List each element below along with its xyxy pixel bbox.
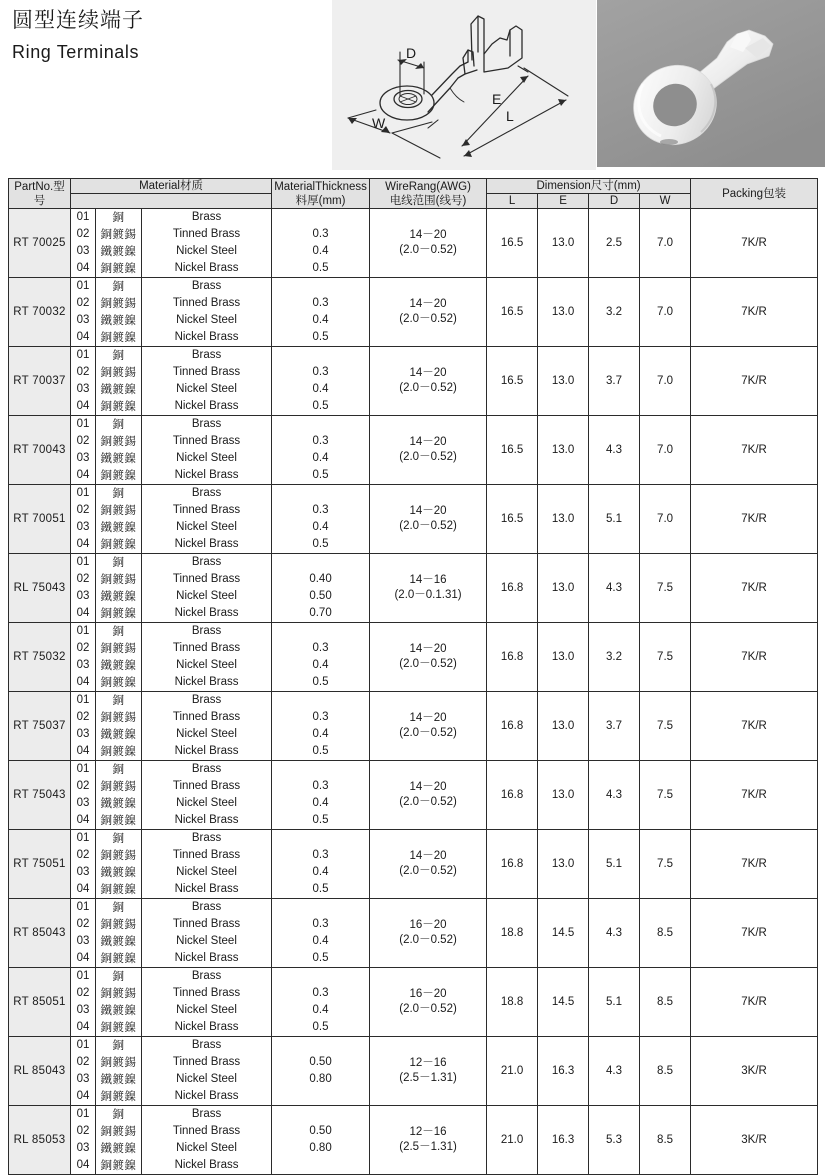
cell-thickness: 0.3 0.4 0.5 xyxy=(272,347,370,416)
specification-table-wrapper xyxy=(8,178,817,1175)
cell-material-codes: 01 02 03 04 xyxy=(71,968,96,1037)
cell-dim-w: 8.5 xyxy=(640,899,691,968)
cell-dim-w: 7.5 xyxy=(640,761,691,830)
cell-wire-range: 14－20 (2.0－0.52) xyxy=(370,347,487,416)
cell-material-english: Brass Tinned Brass Nickel Steel Nickel Brass xyxy=(142,623,272,692)
table-head xyxy=(9,179,818,209)
cell-material-english: Brass Tinned Brass Nickel Steel Nickel Brass xyxy=(142,1037,272,1106)
cell-dim-l: 21.0 xyxy=(487,1106,538,1175)
cell-dim-e: 14.5 xyxy=(538,899,589,968)
cell-material-codes: 01 02 03 04 xyxy=(71,416,96,485)
cell-material-english: Brass Tinned Brass Nickel Steel Nickel Brass xyxy=(142,692,272,761)
cell-material-chinese: 銅 銅鍍錫 鐵鍍鎳 銅鍍鎳 xyxy=(96,416,142,485)
cell-dim-l: 16.5 xyxy=(487,209,538,278)
cell-dim-w: 7.5 xyxy=(640,830,691,899)
cell-dim-e: 13.0 xyxy=(538,554,589,623)
cell-dim-w: 7.5 xyxy=(640,554,691,623)
cell-thickness: 0.3 0.4 0.5 xyxy=(272,623,370,692)
cell-material-english: Brass Tinned Brass Nickel Steel Nickel Brass xyxy=(142,830,272,899)
cell-material-chinese: 銅 銅鍍錫 鐵鍍鎳 銅鍍鎳 xyxy=(96,485,142,554)
cell-wire-range: 14－20 (2.0－0.52) xyxy=(370,278,487,347)
cell-packing: 7K/R xyxy=(691,278,818,347)
cell-partno: RT 70037 xyxy=(9,347,71,416)
cell-material-codes: 01 02 03 04 xyxy=(71,761,96,830)
cell-packing: 7K/R xyxy=(691,761,818,830)
cell-thickness: 0.40 0.50 0.70 xyxy=(272,554,370,623)
cell-material-chinese: 銅 銅鍍錫 鐵鍍鎳 銅鍍鎳 xyxy=(96,347,142,416)
cell-partno: RT 70043 xyxy=(9,416,71,485)
table-row xyxy=(9,899,818,968)
cell-material-english: Brass Tinned Brass Nickel Steel Nickel Brass xyxy=(142,1106,272,1175)
cell-material-chinese: 銅 銅鍍錫 鐵鍍鎳 銅鍍鎳 xyxy=(96,623,142,692)
cell-partno: RT 75032 xyxy=(9,623,71,692)
table-row xyxy=(9,761,818,830)
table-row xyxy=(9,1037,818,1106)
specification-table xyxy=(8,178,818,1175)
cell-dim-e: 13.0 xyxy=(538,830,589,899)
cell-dim-w: 7.5 xyxy=(640,623,691,692)
cell-dim-d: 5.1 xyxy=(589,485,640,554)
cell-material-english: Brass Tinned Brass Nickel Steel Nickel Brass xyxy=(142,899,272,968)
cell-material-english: Brass Tinned Brass Nickel Steel Nickel Brass xyxy=(142,761,272,830)
cell-material-codes: 01 02 03 04 xyxy=(71,485,96,554)
cell-thickness: 0.3 0.4 0.5 xyxy=(272,485,370,554)
cell-partno: RT 85043 xyxy=(9,899,71,968)
table-row xyxy=(9,416,818,485)
cell-dim-l: 21.0 xyxy=(487,1037,538,1106)
dim-label-d: D xyxy=(406,45,417,61)
cell-dim-w: 7.0 xyxy=(640,209,691,278)
col-header-thickness xyxy=(272,179,370,209)
cell-dim-d: 4.3 xyxy=(589,1037,640,1106)
page-title-chinese: 圆型连续端子 xyxy=(12,9,144,32)
cell-packing: 7K/R xyxy=(691,209,818,278)
table-row xyxy=(9,278,818,347)
dim-label-e: E xyxy=(492,91,502,107)
cell-dim-d: 3.2 xyxy=(589,623,640,692)
cell-wire-range: 16－20 (2.0－0.52) xyxy=(370,899,487,968)
cell-thickness: 0.3 0.4 0.5 xyxy=(272,416,370,485)
cell-partno: RT 75037 xyxy=(9,692,71,761)
cell-dim-l: 16.5 xyxy=(487,347,538,416)
cell-dim-l: 16.8 xyxy=(487,692,538,761)
cell-dim-d: 5.3 xyxy=(589,1106,640,1175)
product-photo-svg xyxy=(597,0,825,167)
cell-material-chinese: 銅 銅鍍錫 鐵鍍鎳 銅鍍鎳 xyxy=(96,209,142,278)
thickness-line2: 料厚(mm) xyxy=(295,194,346,207)
cell-material-codes: 01 02 03 04 xyxy=(71,1106,96,1175)
page-title-english: Ring Terminals xyxy=(12,42,140,62)
cell-material-chinese: 銅 銅鍍錫 鐵鍍鎳 銅鍍鎳 xyxy=(96,1037,142,1106)
cell-dim-d: 4.3 xyxy=(589,416,640,485)
cell-material-codes: 01 02 03 04 xyxy=(71,347,96,416)
cell-dim-l: 18.8 xyxy=(487,968,538,1037)
cell-dim-d: 3.2 xyxy=(589,278,640,347)
cell-wire-range: 14－20 (2.0－0.52) xyxy=(370,416,487,485)
table-row xyxy=(9,209,818,278)
cell-dim-d: 4.3 xyxy=(589,554,640,623)
cell-packing: 7K/R xyxy=(691,554,818,623)
cell-dim-w: 7.0 xyxy=(640,347,691,416)
cell-dim-e: 13.0 xyxy=(538,692,589,761)
cell-thickness: 0.3 0.4 0.5 xyxy=(272,692,370,761)
cell-material-chinese: 銅 銅鍍錫 鐵鍍鎳 銅鍍鎳 xyxy=(96,899,142,968)
cell-dim-d: 3.7 xyxy=(589,347,640,416)
table-row xyxy=(9,554,818,623)
cell-packing: 7K/R xyxy=(691,485,818,554)
cell-thickness: 0.3 0.4 0.5 xyxy=(272,761,370,830)
cell-thickness: 0.3 0.4 0.5 xyxy=(272,968,370,1037)
cell-material-english: Brass Tinned Brass Nickel Steel Nickel Brass xyxy=(142,554,272,623)
cell-packing: 7K/R xyxy=(691,347,818,416)
cell-material-codes: 01 02 03 04 xyxy=(71,899,96,968)
cell-material-codes: 01 02 03 04 xyxy=(71,1037,96,1106)
cell-wire-range: 12－16 (2.5－1.31) xyxy=(370,1037,487,1106)
cell-dim-d: 4.3 xyxy=(589,899,640,968)
cell-packing: 7K/R xyxy=(691,623,818,692)
col-header-partno: PartNo.型号 xyxy=(9,179,71,209)
cell-material-chinese: 銅 銅鍍錫 鐵鍍鎳 銅鍍鎳 xyxy=(96,1106,142,1175)
cell-dim-l: 16.8 xyxy=(487,830,538,899)
header-row-1 xyxy=(9,179,818,194)
page-header xyxy=(0,0,825,172)
cell-packing: 7K/R xyxy=(691,830,818,899)
cell-material-chinese: 銅 銅鍍錫 鐵鍍鎳 銅鍍鎳 xyxy=(96,761,142,830)
cell-thickness: 0.3 0.4 0.5 xyxy=(272,899,370,968)
cell-partno: RL 75043 xyxy=(9,554,71,623)
cell-dim-w: 7.0 xyxy=(640,278,691,347)
cell-dim-l: 16.5 xyxy=(487,278,538,347)
cell-wire-range: 14－20 (2.0－0.52) xyxy=(370,692,487,761)
cell-dim-e: 16.3 xyxy=(538,1037,589,1106)
cell-dim-w: 8.5 xyxy=(640,968,691,1037)
cell-thickness: 0.3 0.4 0.5 xyxy=(272,209,370,278)
cell-partno: RT 75043 xyxy=(9,761,71,830)
cell-material-english: Brass Tinned Brass Nickel Steel Nickel Brass xyxy=(142,278,272,347)
cell-partno: RT 75051 xyxy=(9,830,71,899)
cell-material-chinese: 銅 銅鍍錫 鐵鍍鎳 銅鍍鎳 xyxy=(96,278,142,347)
cell-material-chinese: 銅 銅鍍錫 鐵鍍鎳 銅鍍鎳 xyxy=(96,692,142,761)
cell-dim-e: 13.0 xyxy=(538,485,589,554)
cell-packing: 7K/R xyxy=(691,968,818,1037)
cell-dim-e: 13.0 xyxy=(538,416,589,485)
cell-dim-d: 2.5 xyxy=(589,209,640,278)
cell-material-codes: 01 02 03 04 xyxy=(71,554,96,623)
col-header-dim-d: D xyxy=(589,194,640,209)
cell-packing: 7K/R xyxy=(691,692,818,761)
cell-dim-e: 13.0 xyxy=(538,278,589,347)
cell-wire-range: 14－20 (2.0－0.52) xyxy=(370,623,487,692)
cell-wire-range: 14－20 (2.0－0.52) xyxy=(370,761,487,830)
cell-material-codes: 01 02 03 04 xyxy=(71,278,96,347)
cell-material-codes: 01 02 03 04 xyxy=(71,692,96,761)
cell-dim-d: 5.1 xyxy=(589,968,640,1037)
col-header-material-spacer xyxy=(71,194,272,209)
cell-partno: RL 85053 xyxy=(9,1106,71,1175)
col-header-dim-l: L xyxy=(487,194,538,209)
cell-dim-e: 16.3 xyxy=(538,1106,589,1175)
cell-material-codes: 01 02 03 04 xyxy=(71,830,96,899)
cell-partno: RT 85051 xyxy=(9,968,71,1037)
cell-wire-range: 12－16 (2.5－1.31) xyxy=(370,1106,487,1175)
cell-dim-e: 13.0 xyxy=(538,347,589,416)
cell-dim-w: 8.5 xyxy=(640,1037,691,1106)
cell-wire-range: 14－20 (2.0－0.52) xyxy=(370,485,487,554)
col-header-wirerange xyxy=(370,179,487,209)
title-block xyxy=(12,6,332,65)
cell-dim-e: 13.0 xyxy=(538,209,589,278)
cell-material-codes: 01 02 03 04 xyxy=(71,623,96,692)
table-row xyxy=(9,692,818,761)
dim-label-w: W xyxy=(372,115,386,131)
cell-dim-l: 16.8 xyxy=(487,761,538,830)
cell-material-chinese: 銅 銅鍍錫 鐵鍍鎳 銅鍍鎳 xyxy=(96,554,142,623)
cell-thickness: 0.50 0.80 xyxy=(272,1106,370,1175)
ring-terminal-line-drawing-svg xyxy=(332,0,596,170)
cell-partno: RT 70025 xyxy=(9,209,71,278)
cell-dim-l: 18.8 xyxy=(487,899,538,968)
thickness-line1: MaterialThickness xyxy=(274,180,367,193)
cell-material-english: Brass Tinned Brass Nickel Steel Nickel Brass xyxy=(142,416,272,485)
col-header-dim-e: E xyxy=(538,194,589,209)
cell-packing: 3K/R xyxy=(691,1106,818,1175)
cell-dim-w: 7.0 xyxy=(640,416,691,485)
cell-material-english: Brass Tinned Brass Nickel Steel Nickel Brass xyxy=(142,485,272,554)
ring-terminal-product-photo xyxy=(597,0,825,167)
wire-line1: WireRang(AWG) xyxy=(385,180,471,193)
cell-dim-l: 16.5 xyxy=(487,416,538,485)
cell-thickness: 0.3 0.4 0.5 xyxy=(272,830,370,899)
cell-material-english: Brass Tinned Brass Nickel Steel Nickel Brass xyxy=(142,347,272,416)
cell-dim-d: 3.7 xyxy=(589,692,640,761)
cell-partno: RL 85043 xyxy=(9,1037,71,1106)
cell-wire-range: 14－16 (2.0－0.1.31) xyxy=(370,554,487,623)
cell-dim-w: 7.0 xyxy=(640,485,691,554)
cell-wire-range: 16－20 (2.0－0.52) xyxy=(370,968,487,1037)
cell-material-chinese: 銅 銅鍍錫 鐵鍍鎳 銅鍍鎳 xyxy=(96,968,142,1037)
cell-wire-range: 14－20 (2.0－0.52) xyxy=(370,830,487,899)
cell-dim-e: 14.5 xyxy=(538,968,589,1037)
table-row xyxy=(9,968,818,1037)
cell-dim-d: 5.1 xyxy=(589,830,640,899)
cell-wire-range: 14－20 (2.0－0.52) xyxy=(370,209,487,278)
dim-label-l: L xyxy=(506,108,514,124)
table-row xyxy=(9,347,818,416)
cell-dim-w: 7.5 xyxy=(640,692,691,761)
cell-thickness: 0.50 0.80 xyxy=(272,1037,370,1106)
cell-packing: 7K/R xyxy=(691,416,818,485)
ring-terminal-diagram xyxy=(332,0,596,170)
cell-material-chinese: 銅 銅鍍錫 鐵鍍鎳 銅鍍鎳 xyxy=(96,830,142,899)
table-row xyxy=(9,623,818,692)
col-header-packing: Packing包装 xyxy=(691,179,818,209)
col-header-material: Material材质 xyxy=(71,179,272,194)
col-header-dim-w: W xyxy=(640,194,691,209)
cell-thickness: 0.3 0.4 0.5 xyxy=(272,278,370,347)
cell-packing: 3K/R xyxy=(691,1037,818,1106)
wire-line2: 电线范围(线号) xyxy=(389,194,467,207)
table-row xyxy=(9,485,818,554)
cell-dim-d: 4.3 xyxy=(589,761,640,830)
cell-dim-l: 16.5 xyxy=(487,485,538,554)
cell-dim-w: 8.5 xyxy=(640,1106,691,1175)
cell-dim-e: 13.0 xyxy=(538,761,589,830)
table-body xyxy=(9,209,818,1175)
cell-material-english: Brass Tinned Brass Nickel Steel Nickel Brass xyxy=(142,209,272,278)
table-row xyxy=(9,830,818,899)
cell-dim-l: 16.8 xyxy=(487,554,538,623)
table-row xyxy=(9,1106,818,1175)
col-header-dimension: Dimension尺寸(mm) xyxy=(487,179,691,194)
cell-partno: RT 70051 xyxy=(9,485,71,554)
cell-partno: RT 70032 xyxy=(9,278,71,347)
cell-dim-l: 16.8 xyxy=(487,623,538,692)
cell-packing: 7K/R xyxy=(691,899,818,968)
cell-material-codes: 01 02 03 04 xyxy=(71,209,96,278)
cell-dim-e: 13.0 xyxy=(538,623,589,692)
cell-material-english: Brass Tinned Brass Nickel Steel Nickel Brass xyxy=(142,968,272,1037)
